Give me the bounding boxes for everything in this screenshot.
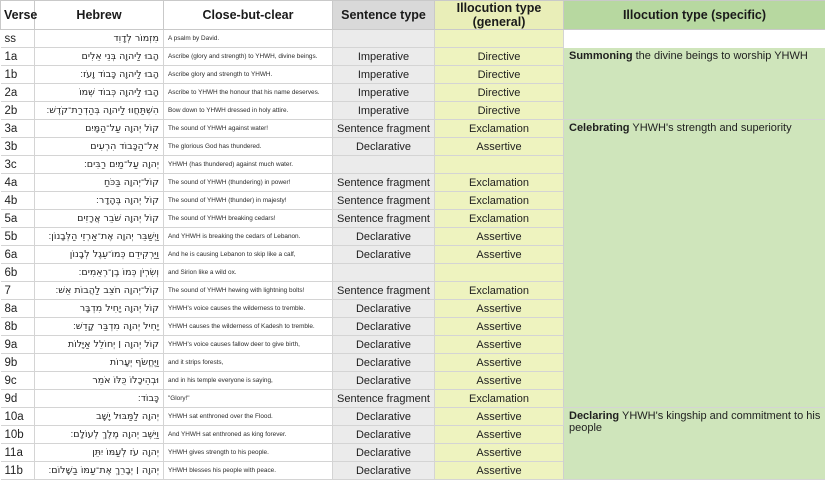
cell-sentence-type: Sentence fragment [333, 210, 435, 228]
cell-close-but-clear: YHWH gives strength to his people. [164, 444, 333, 462]
illocution-specific-lead: Declaring [569, 410, 619, 422]
cell-verse: 9a [1, 336, 35, 354]
table-header [1, 1, 825, 30]
cell-close-but-clear: The sound of YHWH (thunder) in majesty! [164, 192, 333, 210]
cell-hebrew: קוֹל־יְהוָה חֹצֵב לַהֲבוֹת אֵשׁ׃ [35, 282, 164, 300]
cell-sentence-type: Declarative [333, 300, 435, 318]
table-row [1, 30, 825, 48]
cell-illocution-general: Exclamation [435, 390, 564, 408]
cell-hebrew: הִשְׁתַּחֲווּ לַיהוָה בְּהַדְרַת־קֹדֶשׁ׃ [35, 102, 164, 120]
cell-illocution-general [435, 30, 564, 48]
cell-close-but-clear: Ascribe (glory and strength) to YHWH, divine beings. [164, 48, 333, 66]
illocution-specific-lead: Celebrating [569, 122, 630, 134]
cell-sentence-type: Declarative [333, 462, 435, 480]
cell-hebrew: כָּבוֹד׃ [35, 390, 164, 408]
cell-close-but-clear: The glorious God has thundered. [164, 138, 333, 156]
column-header-close-but-clear: Close-but-clear [164, 1, 333, 30]
cell-illocution-general [435, 156, 564, 174]
column-header-illocution-general: Illocution type (general) [435, 1, 564, 30]
cell-hebrew: קוֹל יְהוָה בֶּהָדָר׃ [35, 192, 164, 210]
table-row [1, 120, 825, 138]
cell-close-but-clear: YHWH blesses his people with peace. [164, 462, 333, 480]
cell-close-but-clear: The sound of YHWH against water! [164, 120, 333, 138]
cell-verse: 1a [1, 48, 35, 66]
cell-hebrew: קוֹל יְהוָה עַל־הַמָּיִם [35, 120, 164, 138]
cell-verse: 8b [1, 318, 35, 336]
cell-verse: 3a [1, 120, 35, 138]
column-header-verse: Verse [1, 1, 35, 30]
cell-verse: 9c [1, 372, 35, 390]
cell-illocution-general: Directive [435, 66, 564, 84]
cell-close-but-clear: Bow down to YHWH dressed in holy attire. [164, 102, 333, 120]
cell-illocution-general: Assertive [435, 462, 564, 480]
cell-verse: 9d [1, 390, 35, 408]
cell-close-but-clear: YHWH sat enthroned over the Flood. [164, 408, 333, 426]
cell-hebrew: הָבוּ לַיהוָה כָּבוֹד וָעֹז׃ [35, 66, 164, 84]
illocution-specific-rest: the divine beings to worship YHWH [633, 50, 808, 62]
cell-sentence-type: Imperative [333, 102, 435, 120]
cell-hebrew: קוֹל־יְהוָה בַּכֹּחַ [35, 174, 164, 192]
cell-close-but-clear: "Glory!" [164, 390, 333, 408]
cell-hebrew: יָחִיל יְהוָה מִדְבַּר קָדֵשׁ׃ [35, 318, 164, 336]
illocution-specific-rest: YHWH's strength and superiority [630, 122, 792, 134]
cell-hebrew: מִזְמוֹר לְדָוִד [35, 30, 164, 48]
cell-close-but-clear: Ascribe glory and strength to YHWH. [164, 66, 333, 84]
cell-verse: 1b [1, 66, 35, 84]
cell-sentence-type: Declarative [333, 228, 435, 246]
illocution-specific-lead: Summoning [569, 50, 633, 62]
cell-illocution-general: Assertive [435, 444, 564, 462]
cell-illocution-general: Assertive [435, 336, 564, 354]
cell-hebrew: יְהוָה עֹז לְעַמּוֹ יִתֵּן [35, 444, 164, 462]
cell-verse: 4b [1, 192, 35, 210]
column-header-hebrew: Hebrew [35, 1, 164, 30]
cell-illocution-specific [564, 48, 825, 120]
cell-hebrew: הָבוּ לַיהוָה כְּבוֹד שְׁמוֹ [35, 84, 164, 102]
cell-verse: 5a [1, 210, 35, 228]
illocution-specific-rest: YHWH's kingship and commitment to his people [569, 410, 820, 434]
cell-close-but-clear: and it strips forests, [164, 354, 333, 372]
cell-sentence-type [333, 30, 435, 48]
cell-sentence-type: Declarative [333, 408, 435, 426]
cell-close-but-clear: YHWH's voice causes the wilderness to tremble. [164, 300, 333, 318]
cell-illocution-general: Exclamation [435, 174, 564, 192]
cell-verse: 2b [1, 102, 35, 120]
cell-sentence-type: Declarative [333, 336, 435, 354]
cell-verse: 3c [1, 156, 35, 174]
cell-illocution-general: Assertive [435, 300, 564, 318]
cell-close-but-clear: And YHWH sat enthroned as king forever. [164, 426, 333, 444]
header-row [1, 1, 825, 30]
cell-hebrew: אֵל־הַכָּבוֹד הִרְעִים [35, 138, 164, 156]
cell-hebrew: קוֹל יְהוָה שֹׁבֵר אֲרָזִים [35, 210, 164, 228]
cell-close-but-clear: The sound of YHWH breaking cedars! [164, 210, 333, 228]
cell-verse: 8a [1, 300, 35, 318]
cell-hebrew: קוֹל יְהוָה ׀ יְחוֹלֵל אַיָּלוֹת [35, 336, 164, 354]
cell-sentence-type: Declarative [333, 318, 435, 336]
cell-illocution-general: Exclamation [435, 282, 564, 300]
cell-illocution-general: Exclamation [435, 192, 564, 210]
cell-illocution-general: Directive [435, 48, 564, 66]
cell-verse: 6a [1, 246, 35, 264]
cell-illocution-general: Assertive [435, 228, 564, 246]
cell-sentence-type: Declarative [333, 444, 435, 462]
cell-close-but-clear: YHWH's voice causes fallow deer to give birth, [164, 336, 333, 354]
cell-close-but-clear: And YHWH is breaking the cedars of Lebanon. [164, 228, 333, 246]
cell-illocution-general: Exclamation [435, 120, 564, 138]
cell-hebrew: וַיַּרְקִידֵם כְּמוֹ־עֵגֶל לְבָנוֹן [35, 246, 164, 264]
cell-verse: ss [1, 30, 35, 48]
column-header-illocution-specific: Illocution type (specific) [564, 1, 825, 30]
cell-hebrew: יְהוָה ׀ יְבָרֵךְ אֶת־עַמּוֹ בַשָּׁלוֹם׃ [35, 462, 164, 480]
cell-verse: 3b [1, 138, 35, 156]
cell-verse: 6b [1, 264, 35, 282]
cell-close-but-clear: and in his temple everyone is saying, [164, 372, 333, 390]
cell-hebrew: וַיֶּחֱשֹׂף יְעָרוֹת [35, 354, 164, 372]
cell-verse: 10a [1, 408, 35, 426]
cell-hebrew: וַיֵּשֶׁב יְהוָה מֶלֶךְ לְעוֹלָם׃ [35, 426, 164, 444]
cell-illocution-general: Assertive [435, 246, 564, 264]
cell-verse: 9b [1, 354, 35, 372]
cell-illocution-general: Assertive [435, 138, 564, 156]
cell-close-but-clear: And he is causing Lebanon to skip like a calf, [164, 246, 333, 264]
cell-illocution-specific [564, 120, 825, 408]
cell-verse: 11a [1, 444, 35, 462]
cell-illocution-general: Assertive [435, 318, 564, 336]
cell-illocution-general: Directive [435, 84, 564, 102]
cell-sentence-type: Declarative [333, 372, 435, 390]
cell-illocution-general [435, 264, 564, 282]
cell-close-but-clear: YHWH causes the wilderness of Kadesh to tremble. [164, 318, 333, 336]
cell-sentence-type [333, 264, 435, 282]
cell-sentence-type: Sentence fragment [333, 120, 435, 138]
cell-sentence-type: Declarative [333, 426, 435, 444]
cell-illocution-specific [564, 408, 825, 480]
cell-verse: 10b [1, 426, 35, 444]
cell-verse: 5b [1, 228, 35, 246]
cell-sentence-type: Declarative [333, 138, 435, 156]
cell-hebrew: יְהוָה עַל־מַיִם רַבִּים׃ [35, 156, 164, 174]
cell-illocution-general: Assertive [435, 426, 564, 444]
cell-verse: 2a [1, 84, 35, 102]
cell-hebrew: הָבוּ לַיהוָה בְּנֵי אֵלִים [35, 48, 164, 66]
cell-sentence-type: Imperative [333, 84, 435, 102]
cell-close-but-clear: and Sirion like a wild ox. [164, 264, 333, 282]
cell-sentence-type: Declarative [333, 354, 435, 372]
column-header-sentence-type: Sentence type [333, 1, 435, 30]
cell-close-but-clear: A psalm by David. [164, 30, 333, 48]
table-row [1, 48, 825, 66]
cell-hebrew: יְהוָה לַמַּבּוּל יָשָׁב [35, 408, 164, 426]
cell-sentence-type: Declarative [333, 246, 435, 264]
cell-sentence-type: Imperative [333, 48, 435, 66]
cell-hebrew: וַיְשַׁבֵּר יְהוָה אֶת־אַרְזֵי הַלְּבָנוֹן׃ [35, 228, 164, 246]
cell-illocution-general: Directive [435, 102, 564, 120]
cell-close-but-clear: YHWH (has thundered) against much water. [164, 156, 333, 174]
cell-sentence-type: Sentence fragment [333, 192, 435, 210]
table-row [1, 408, 825, 426]
cell-illocution-general: Assertive [435, 408, 564, 426]
cell-verse: 7 [1, 282, 35, 300]
cell-close-but-clear: Ascribe to YHWH the honour that his name deserves. [164, 84, 333, 102]
cell-verse: 4a [1, 174, 35, 192]
cell-verse: 11b [1, 462, 35, 480]
cell-illocution-general: Assertive [435, 372, 564, 390]
table-body [1, 30, 825, 480]
cell-close-but-clear: The sound of YHWH (thundering) in power! [164, 174, 333, 192]
cell-hebrew: קוֹל יְהוָה יָחִיל מִדְבָּר [35, 300, 164, 318]
cell-sentence-type: Imperative [333, 66, 435, 84]
cell-sentence-type [333, 156, 435, 174]
cell-close-but-clear: The sound of YHWH hewing with lightning bolts! [164, 282, 333, 300]
cell-hebrew: וְשִׂרְיֹן כְּמוֹ בֶן־רְאֵמִים׃ [35, 264, 164, 282]
cell-sentence-type: Sentence fragment [333, 282, 435, 300]
cell-hebrew: וּבְהֵיכָלוֹ כֻּלּוֹ אֹמֵר [35, 372, 164, 390]
cell-illocution-general: Exclamation [435, 210, 564, 228]
cell-illocution-specific-empty [564, 30, 825, 48]
cell-sentence-type: Sentence fragment [333, 390, 435, 408]
cell-illocution-general: Assertive [435, 354, 564, 372]
cell-sentence-type: Sentence fragment [333, 174, 435, 192]
